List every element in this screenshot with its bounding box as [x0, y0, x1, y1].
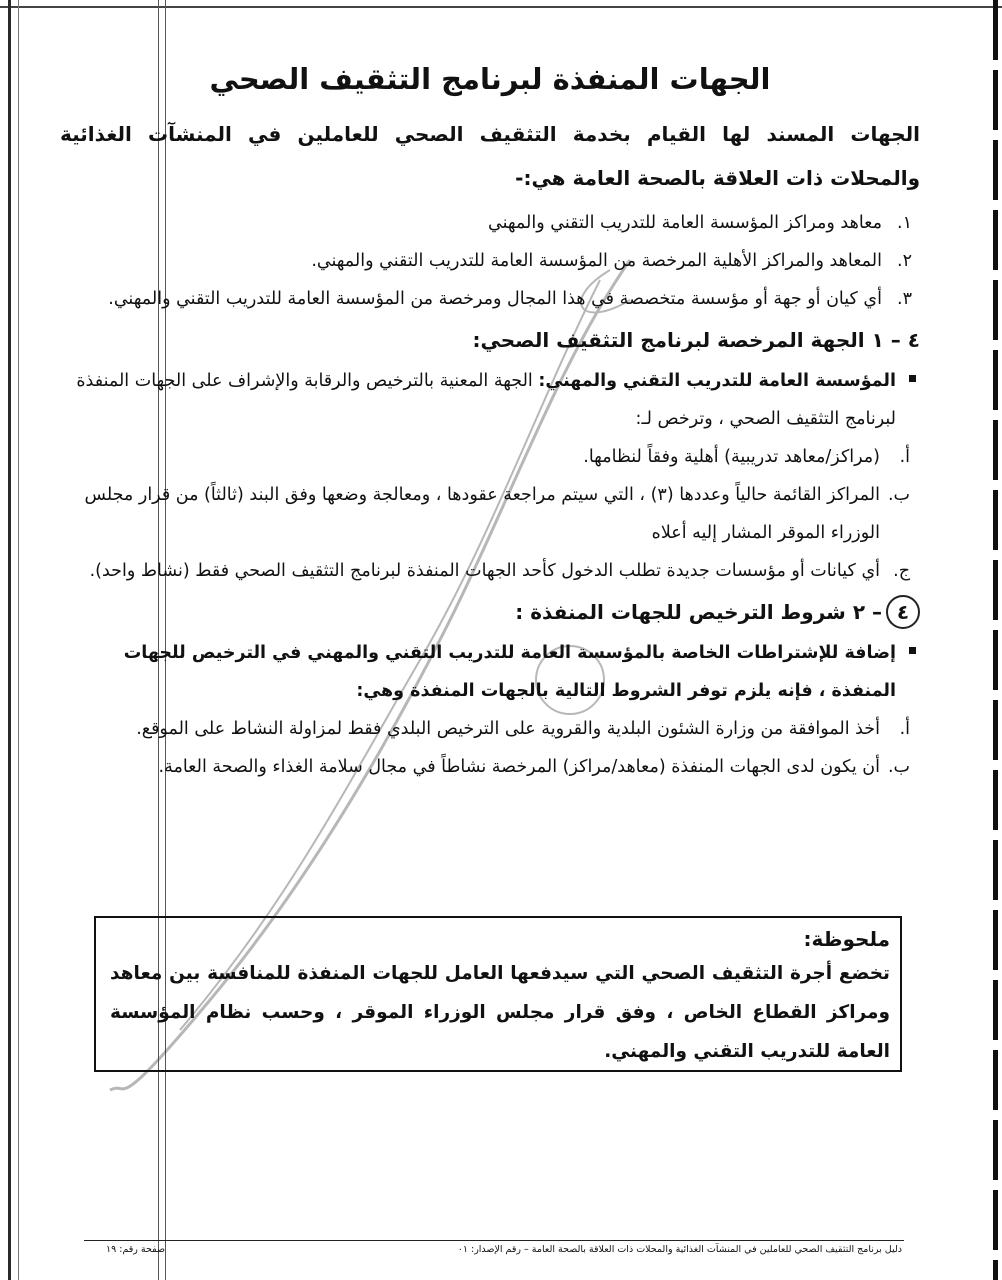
document-body [60, 62, 920, 786]
section-heading-licensing-conditions: ٤– ٢ شروط الترخيص للجهات المنفذة : [60, 592, 920, 632]
circled-section-number: ٤ [886, 595, 920, 629]
list-item: ج. أي كيانات أو مؤسسات جديدة تطلب الدخول كأحد الجهات المنفذة لبرنامج التثقيف الصحي فقط (نشاط واحد). [89, 561, 910, 581]
scan-right-edge [993, 0, 998, 1280]
bullet-paragraph: المؤسسة العامة للتدريب التقني والمهني: الجهة المعنية بالترخيص والرقابة والإشراف على الجهات المنفذة لبرنامج التثقيف الصحي ، وترخص لـ: [60, 362, 920, 438]
list-item: أ. (مراكز/معاهد تدريبية) أهلية وفقاً لنظامها. [583, 447, 910, 467]
list-item: أ. أخذ الموافقة من وزارة الشئون البلدية والقروية على الترخيص البلدي فقط لمزاولة النشاط على الموقع. [136, 719, 910, 739]
list-item: ب. المراكز القائمة حالياً وعددها (٣) ، التي سيتم مراجعة عقودها ، ومعالجة وضعها وفق البند (ثالثاً) من قرار مجلس الوزراء الموقر المشار إليه أعلاه [84, 485, 910, 543]
page-title: الجهات المنفذة لبرنامج التثقيف الصحي [209, 62, 771, 96]
footer-document-title: دليل برنامج التثقيف الصحي للعاملين في المنشآت الغذائية والمحلات ذات العلاقة بالصحة العامة – رقم الإصدار: ٠١ [457, 1244, 902, 1255]
list-item: ٢. المعاهد والمراكز الأهلية المرخصة من المؤسسة العامة للتدريب التقني والمهني. [311, 251, 912, 271]
note-text: تخضع أجرة التثقيف الصحي التي سيدفعها العامل للجهات المنفذة للمنافسة بين معاهد ومراكز القطاع الخاص ، وفق قرار مجلس الوزراء الموقر ، وحسب نظام المؤسسة العامة للتدريب التقني والمهني. [110, 963, 890, 1062]
list-item: ٣. أي كيان أو جهة أو مؤسسة متخصصة في هذا المجال ومرخصة من المؤسسة العامة للتدريب التقني والمهني. [108, 289, 912, 309]
scan-left-edge [8, 0, 11, 1280]
note-box [94, 916, 902, 1072]
scan-left-edge-inner [18, 0, 19, 1280]
footer-page-number: صفحة رقم: ١٩ [106, 1244, 166, 1255]
note-title: ملحوظة: [803, 927, 890, 951]
scan-top-edge [0, 6, 1002, 8]
list-item: ١. معاهد ومراكز المؤسسة العامة للتدريب التقني والمهني [488, 213, 912, 233]
section-heading-licensing-body: ٤ – ١ الجهة المرخصة لبرنامج التثقيف الصحي: [472, 328, 920, 352]
bullet-paragraph: إضافة للإشتراطات الخاصة بالمؤسسة العامة للتدريب التقني والمهني في الترخيص للجهات المنفذة ، فإنه يلزم توفر الشروط التالية بالجهات المنفذة وهي: [60, 634, 920, 710]
square-bullet-icon [909, 647, 916, 654]
intro-paragraph: الجهات المسند لها القيام بخدمة التثقيف الصحي للعاملين في المنشآت الغذائية والمحلات ذات العلاقة بالصحة العامة هي:- [60, 122, 920, 190]
square-bullet-icon [909, 375, 916, 382]
entities-list [60, 204, 920, 318]
footer-divider [84, 1240, 904, 1241]
list-item: ب. أن يكون لدى الجهات المنفذة (معاهد/مراكز) المرخصة نشاطاً في مجال سلامة الغذاء والصحة العامة. [158, 757, 910, 777]
